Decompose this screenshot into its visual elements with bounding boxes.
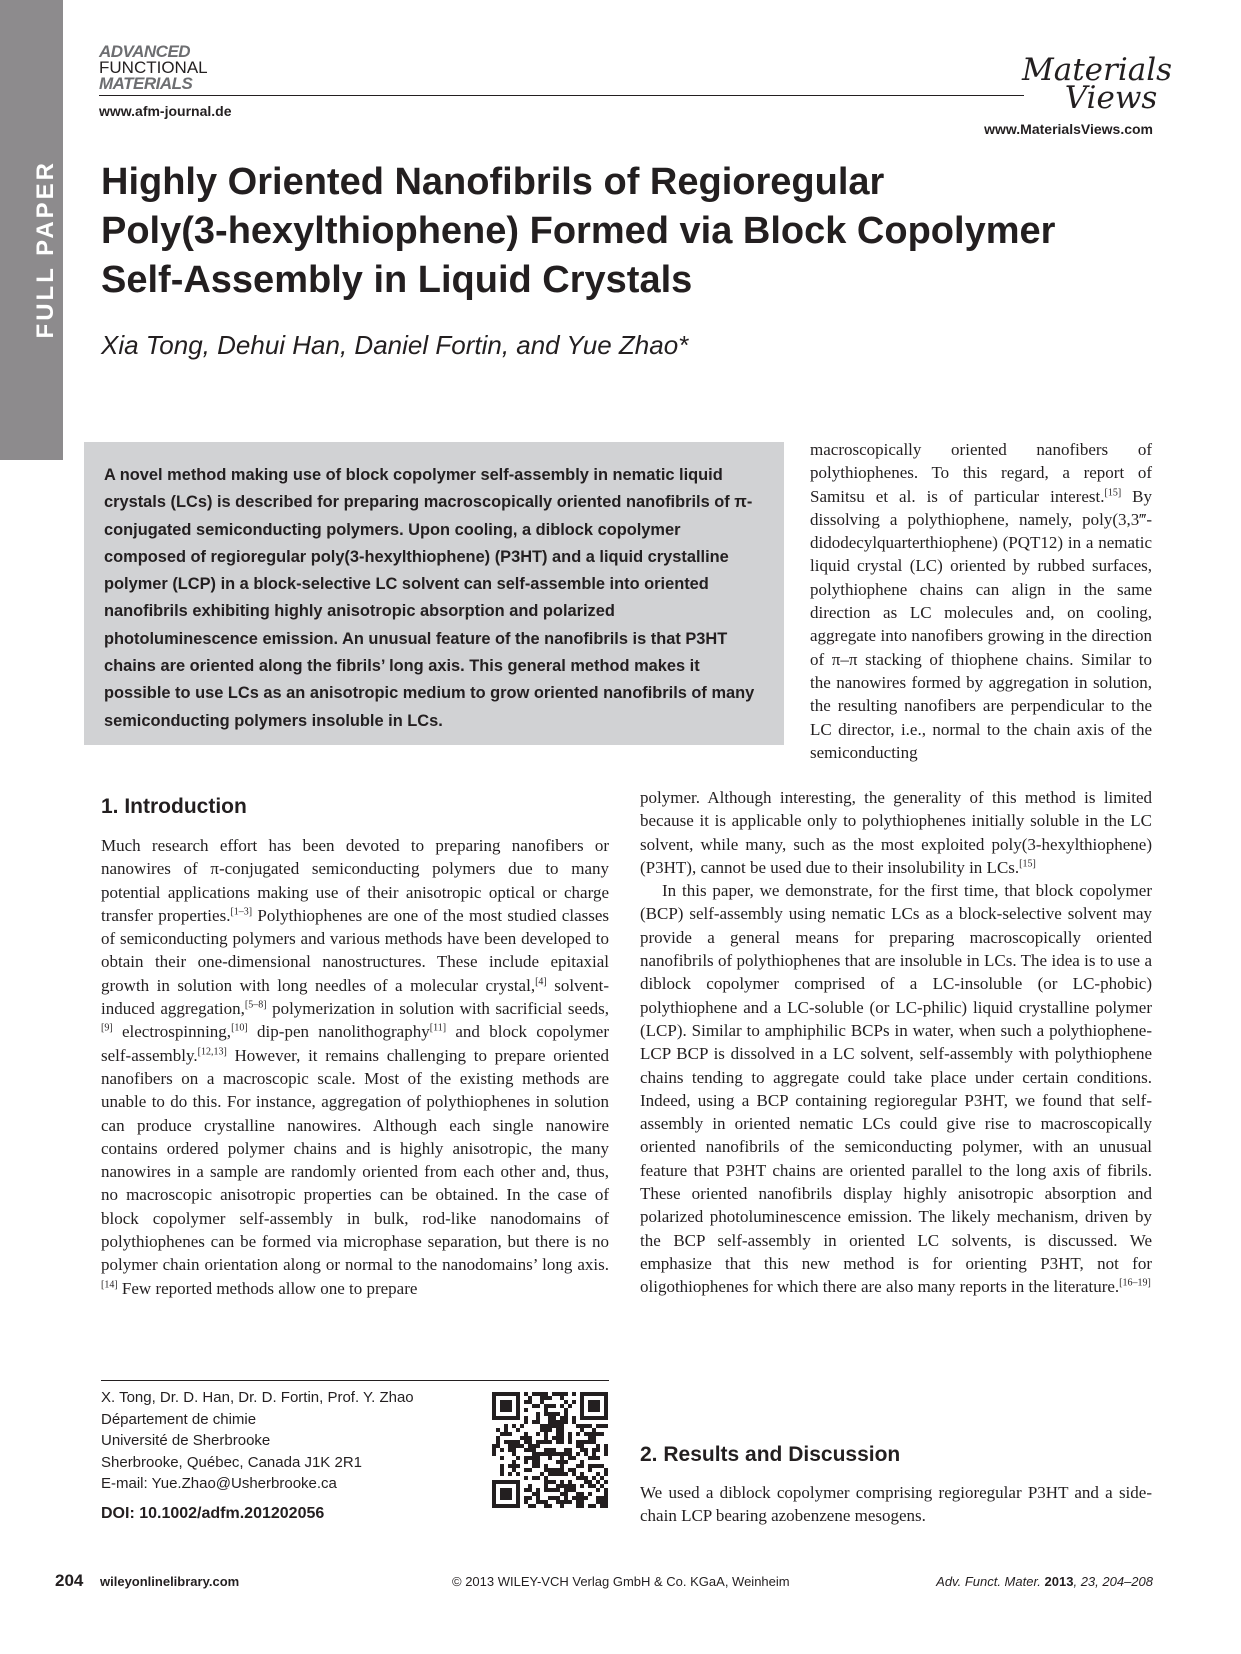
section-heading-results: 2. Results and Discussion [640,1443,901,1466]
body-text: electrospinning, [112,1022,232,1042]
results-paragraph: We used a diblock copolymer comprising regioregular P3HT and a side-chain LCP bearing azobenzene mesogens. [640,1483,1152,1526]
page-number: 204 [55,1571,84,1590]
right-column-main [640,786,1152,1299]
author-list: Xia Tong, Dehui Han, Daniel Fortin, and Yue Zhao* [101,330,689,360]
reference-link[interactable]: [11] [429,1022,447,1034]
title-line: Highly Oriented Nanofibrils of Regioregular [101,161,885,203]
affiliation-rule [101,1380,609,1381]
footer-copyright: © 2013 WILEY-VCH Verlag GmbH & Co. KGaA, Weinheim [452,1574,790,1589]
journal-url[interactable]: www.afm-journal.de [99,103,232,119]
citation-volume-pages: , 23, 204–208 [1073,1574,1153,1589]
journal-logo-line: ADVANCED [99,42,191,61]
right-column-top [810,438,1152,764]
reference-link[interactable]: [14] [101,1278,118,1290]
citation-journal: Adv. Funct. Mater. [936,1574,1041,1589]
page-footer [0,1571,1241,1595]
section-tab-label: FULL PAPER [31,160,59,339]
footer-site-link[interactable]: wileyonlinelibrary.com [100,1574,240,1589]
journal-logo [99,44,229,92]
citation-year: 2013 [1044,1574,1074,1589]
body-text: and block copolymer self-assembly. [101,1022,610,1065]
affiliation-line: Département de chimie [101,1410,257,1428]
affiliation-line: Université de Sherbrooke [101,1432,271,1449]
body-text: macroscopically oriented nanofibers of polythiophenes. To this regard, a report of Samitsu et al. is of particular interest. [810,440,1152,506]
title-line: Poly(3-hexylthiophene) Formed via Block Copolymer [101,210,1056,252]
section-tab [0,0,63,460]
body-text: Polythiophenes are one of the most studied classes of semiconducting polymers and various methods have been developed to obtain their one-dimensional nanostructures. These include epitaxial growth in solution with long needles of a molecular crystal, [101,905,610,995]
article-title [101,158,1101,305]
body-text: solvent-induced aggregation, [101,975,609,1019]
footer-citation [936,1574,1153,1589]
introduction-paragraph [101,834,609,1300]
doi[interactable]: DOI: 10.1002/adfm.201202056 [101,1505,325,1522]
reference-link[interactable]: [4] [535,976,547,988]
reference-link[interactable]: [16–19] [1119,1277,1151,1289]
affiliation-block [101,1387,414,1495]
publisher-logo-line: Views [1064,80,1158,116]
results-text [640,1481,1152,1528]
publisher-logo [1022,52,1173,116]
reference-link[interactable]: [15] [1019,858,1036,870]
abstract-box [84,442,784,745]
body-text: However, it remains challenging to prepare oriented nanofibers on a macroscopic scale. Most of the existing methods are unable to do this. For instance, aggregation of polythiophenes in solution can produce crystalline nanowires. Although each single nanowire contains ordered polymer chains and is highly anisotropic, the many nanowires in a sample are randomly oriented from each other and, thus, no macroscopic anisotropic properties can be obtained. In the case of block copolymer self-assembly in bulk, rod-like nanodomains of polythiophenes can be formed via microphase separation, but there is no polymer chain orientation along or normal to the nanodomains’ long axis. [101,1045,609,1275]
body-text: By dissolving a polythiophene, namely, poly(3,3‴-didodecylquarterthiophene) (PQT12) in a nematic liquid crystal (LC) oriented by rubbed surfaces, polythiophene chains can align in the same direction as LC molecules and, on cooling, aggregate into nanofibers growing in the direction of π–π stacking of thiophene chains. Similar to the nanowires formed by aggregation in solution, the resulting nanofibers are perpendicular to the LC director, i.e., normal to the chain axis of the semiconducting [810,486,1152,762]
abstract-text: A novel method making use of block copolymer self-assembly in nematic liquid crystals (LCs) is described for preparing macroscopically oriented nanofibrils of π-conjugated semiconducting polymers. Upon cooling, a diblock copolymer composed of regioregular poly(3-hexylthiophene) (P3HT) and a liquid crystalline polymer (LCP) in a block-selective LC solvent can self-assemble into oriented nanofibrils exhibiting highly anisotropic absorption and polarized photoluminescence emission. An unusual feature of the nanofibrils is that P3HT chains are oriented along the fibrils’ long axis. This general method makes it possible to use LCs as an anisotropic medium to grow oriented nanofibrils of many semiconducting polymers insoluble in LCs. [104,466,755,730]
reference-link[interactable]: [5–8] [244,999,267,1011]
body-text: dip-pen nanolithography [247,1022,430,1042]
reference-link[interactable]: [15] [1104,486,1122,498]
body-text: In this paper, we demonstrate, for the first time, that block copolymer (BCP) self-assembly using nematic LCs as a block-selective solvent may provide a general means for preparing macroscopically oriented nanofibrils of polythiophenes that are insoluble in LCs. The idea is to use a diblock copolymer comprised of a LC-insoluble (or LC-phobic) polythiophene and a LC-soluble (or LC-philic) liquid crystalline polymer (LCP). Similar to amphiphilic BCPs in water, when such a polythiophene-LCP BCP is dissolved in a LC solvent, self-assembly with polythiophene chains tending to aggregate could take place under certain conditions. Indeed, using a BCP containing regioregular P3HT, we found that self-assembly in oriented nematic LCs could give rise to macroscopically oriented nanofibrils of the semiconducting polymer, with an unusual feature that P3HT chains are oriented parallel to the long axis of fibrils. These oriented nanofibrils display highly anisotropic absorption and polarized photoluminescence emission. The likely mechanism, driven by the BCP self-assembly in oriented LC solvents, is discussed. We emphasize that this new method is for orienting P3HT, not for oligothiophenes for which there are also many reports in the literature. [640,881,1152,1297]
reference-link[interactable]: [1–3] [230,906,253,918]
body-text: polymer. Although interesting, the generality of this method is limited because it is applicable only to polythiophenes initially soluble in the LC solvent, while many, such as the most exploited poly(3-hexylthiophene) (P3HT), cannot be used due to their insolubility in LCs. [640,788,1152,877]
header-rule [99,95,1024,96]
introduction-text [101,834,609,1300]
publisher-url[interactable]: www.MaterialsViews.com [984,121,1153,137]
publisher-logo-line: Materials [1022,52,1173,88]
affiliation-email[interactable]: E-mail: Yue.Zhao@Usherbrooke.ca [101,1475,337,1492]
section-heading-introduction: 1. Introduction [101,795,247,818]
title-line: Self-Assembly in Liquid Crystals [101,259,693,301]
reference-link[interactable]: [9] [101,1022,113,1034]
body-text: Much research effort has been devoted to preparing nanofibers or nanowires of π-conjugated semiconducting polymers due to many potential applications making use of their anisotropic optical or charge transfer properties. [101,836,609,925]
affiliation-line: Sherbrooke, Québec, Canada J1K 2R1 [101,1453,362,1471]
journal-logo-line: FUNCTIONAL [99,58,208,77]
body-text: polymerization in solution with sacrificial seeds, [266,999,610,1019]
body-text: Few reported methods allow one to prepare [117,1278,418,1298]
journal-logo-line: MATERIALS [99,74,193,93]
qr-code-icon[interactable] [492,1392,608,1508]
reference-link[interactable]: [12,13] [197,1046,227,1058]
reference-link[interactable]: [10] [231,1022,248,1034]
affiliation-line: X. Tong, Dr. D. Han, Dr. D. Fortin, Prof. Y. Zhao [101,1389,414,1406]
